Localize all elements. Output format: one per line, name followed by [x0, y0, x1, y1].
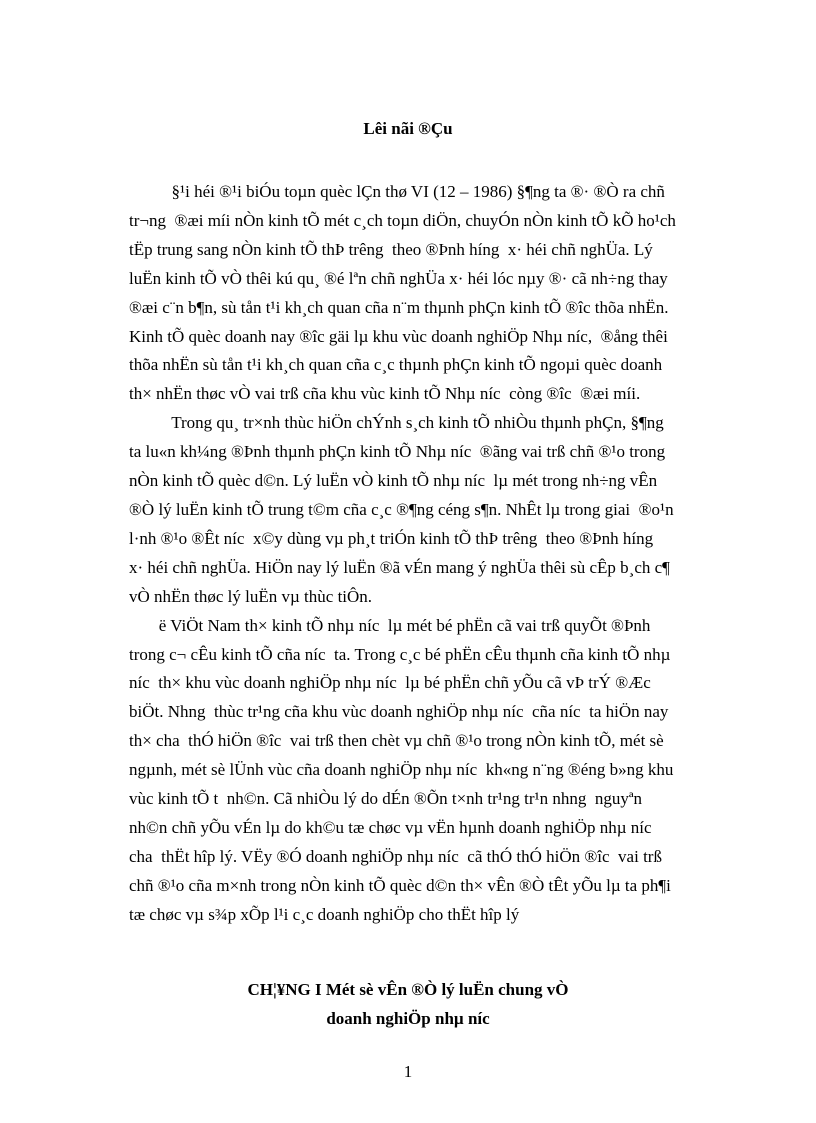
text-line: luËn kinh tÕ vÒ thêi kú qu¸ ®é lªn chñ nghÜa x· héi lóc nµy ®· cã nh÷ng thay	[129, 268, 668, 288]
text-line: x· héi chñ nghÜa. HiÖn nay lý luËn ®ã vÉn mang ý nghÜa thêi sù cÊp b¸ch c¶	[129, 557, 670, 577]
text-line: níc th× khu vùc doanh nghiÖp nhµ níc lµ bé phËn chñ yÕu cã vÞ trÝ ®Æc	[129, 673, 651, 693]
paragraph-1	[129, 178, 739, 409]
text-line: Trong qu¸ tr×nh thùc hiÖn chÝnh s¸ch kinh tÕ nhiÒu thµnh phÇn, §¶ng	[129, 413, 664, 433]
text-line: nÒn kinh tÕ quèc d©n. Lý luËn vÒ kinh tÕ nhµ níc lµ mét trong nh÷ng vÊn	[129, 471, 658, 491]
chapter-heading-line-2: doanh nghiÖp nhµ níc	[326, 1009, 490, 1028]
text-line: th× cha thÓ hiÖn ®îc vai trß then chèt vµ chñ ®¹o trong nÒn kinh tÕ, mét sè	[129, 731, 664, 751]
page-number: 1	[403, 1062, 413, 1081]
text-line: tæ chøc vµ s¾p xÕp l¹i c¸c doanh nghiÖp cho thËt hîp lý	[129, 904, 520, 924]
text-line: cha thËt hîp lý. VËy ®Ó doanh nghiÖp nhµ níc cã thÓ thÓ hiÖn ®îc vai trß	[129, 846, 662, 866]
text-line: vÒ nhËn thøc lý luËn vµ thùc tiÔn.	[129, 586, 373, 606]
text-line: chñ ®¹o cña m×nh trong nÒn kinh tÕ quèc d©n th× vÊn ®Ò tÊt yÕu lµ ta ph¶i	[129, 875, 671, 895]
text-line: trong c¬ cÊu kinh tÕ cña níc ta. Trong c¸c bé phËn cÊu thµnh cña kinh tÕ nhµ	[129, 644, 671, 664]
page-title: Lêi nãi ®Çu	[363, 119, 453, 138]
text-line: Kinh tÕ quèc doanh nay ®îc gäi lµ khu vùc doanh nghiÖp Nhµ níc, ®ång thêi	[129, 326, 668, 346]
text-line: tr¬ng ®æi míi nÒn kinh tÕ mét c¸ch toµn diÖn, chuyÓn nÒn kinh tÕ kÕ ho¹ch	[129, 210, 676, 230]
text-line: vùc kinh tÕ t nh©n. Cã nhiÒu lý do dÉn ®Õn t×nh tr¹ng tr¹n nhng nguyªn	[129, 789, 643, 809]
text-line: ta lu«n kh¼ng ®Þnh thµnh phÇn kinh tÕ Nhµ níc ®ãng vai trß chñ ®¹o trong	[129, 442, 666, 462]
text-line: thõa nhËn sù tån t¹i kh¸ch quan cña c¸c thµnh phÇn kinh tÕ ngoµi quèc doanh	[129, 355, 663, 375]
document-body	[129, 150, 739, 930]
text-line: l·nh ®¹o ®Êt níc x©y dùng vµ ph¸t triÓn kinh tÕ thÞ trêng theo ®Þnh híng	[129, 528, 654, 548]
chapter-heading	[0, 975, 816, 1033]
text-line: nh©n chñ yÕu vÉn lµ do kh©u tæ chøc vµ vËn hµnh doanh nghiÖp nhµ níc	[129, 817, 652, 837]
text-line: tËp trung sang nÒn kinh tÕ thÞ trêng theo ®Þnh híng x· héi chñ nghÜa. Lý	[129, 239, 653, 259]
paragraph-3	[129, 612, 739, 930]
paragraph-2	[129, 409, 739, 611]
text-line: ë ViÖt Nam th× kinh tÕ nhµ níc lµ mét bé phËn cã vai trß quyÕt ®Þnh	[129, 615, 651, 635]
text-line: ®æi c¨n b¶n, sù tån t¹i kh¸ch quan cña n¨m thµnh phÇn kinh tÕ ®îc thõa nhËn.	[129, 297, 669, 317]
text-line: §¹i héi ®¹i biÓu toµn quèc lÇn thø VI (12 – 1986) §¶ng ta ®· ®Ò ra chñ	[129, 182, 665, 201]
chapter-heading-line-1: CH¦¥NG I Mét sè vÊn ®Ò lý luËn chung vÒ	[247, 980, 569, 999]
text-line: th× nhËn thøc vÒ vai trß cña khu vùc kinh tÕ Nhµ níc còng ®îc ®æi míi.	[129, 384, 641, 404]
text-line: biÖt. Nhng thùc tr¹ng cña khu vùc doanh nghiÖp nhµ níc cña níc ta hiÖn nay	[129, 702, 669, 722]
text-line: ®Ò lý luËn kinh tÕ trung t©m cña c¸c ®¶ng céng s¶n. NhÊt lµ trong giai ®o¹n	[129, 499, 674, 519]
text-line: ngµnh, mét sè lÜnh vùc cña doanh nghiÖp nhµ níc kh«ng n¨ng ®éng b»ng khu	[129, 760, 674, 780]
